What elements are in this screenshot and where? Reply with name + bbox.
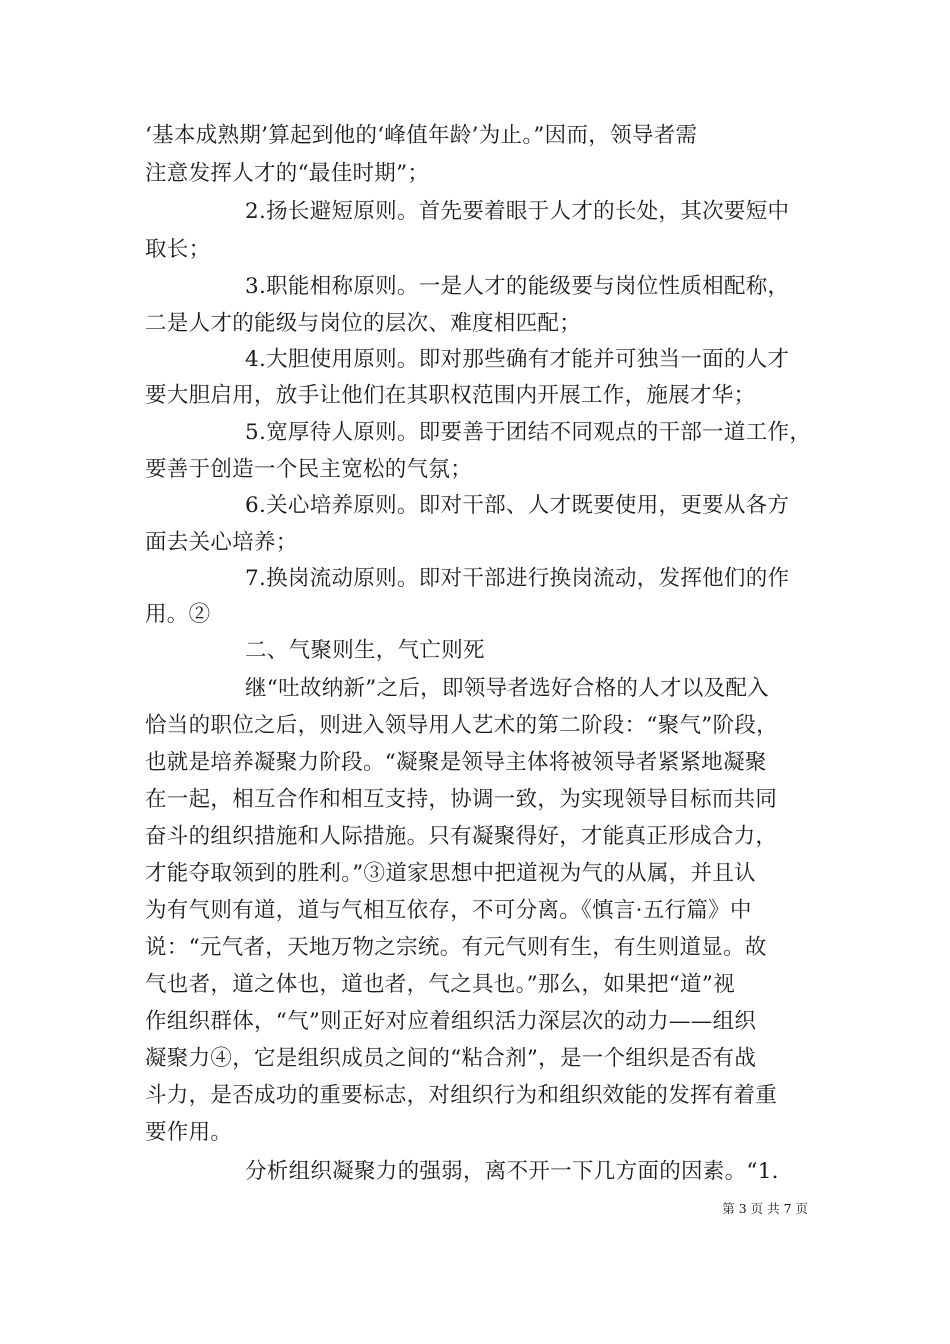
text-line: 7.换岗流动原则。即对干部进行换岗流动，发挥他们的作	[245, 566, 790, 591]
text-line: 为有气则有道，道与气相互依存，不可分离。《慎言·五行篇》中	[145, 898, 752, 923]
text-line: 要作用。	[145, 1120, 233, 1145]
text-line: 也就是培养凝聚力阶段。“凝聚是领导主体将被领导者紧紧地凝聚	[145, 750, 767, 775]
text-line: 3.职能相称原则。一是人才的能级要与岗位性质相配称，	[245, 274, 790, 299]
text-line: 说：“元气者，天地万物之宗统。有元气则有生，有生则道显。故	[145, 935, 767, 960]
text-line: 奋斗的组织措施和人际措施。只有凝聚得好，才能真正形成合力，	[145, 824, 778, 849]
text-line: ‘基本成熟期’算起到他的‘峰值年龄’为止。”因而，领导者需	[145, 123, 698, 148]
text-line: 恰当的职位之后，则进入领导用人艺术的第二阶段：“聚气”阶段，	[145, 713, 778, 738]
text-line: 在一起，相互合作和相互支持，协调一致，为实现领导目标而共同	[145, 787, 778, 812]
text-line: 面去关心培养；	[145, 530, 298, 555]
text-line: 注意发挥人才的“最佳时期”；	[145, 161, 430, 186]
text-line: 4.大胆使用原则。即对那些确有才能并可独当一面的人才	[245, 347, 790, 372]
text-line: 气也者，道之体也，道也者，气之具也。”那么，如果把“道”视	[145, 972, 735, 997]
text-line: 分析组织凝聚力的强弱，离不开一下几方面的因素。“1.	[245, 1159, 779, 1184]
text-line: 二是人才的能级与岗位的层次、难度相匹配；	[145, 311, 582, 336]
text-line: 6.关心培养原则。即对干部、人才既要使用，更要从各方	[245, 493, 790, 518]
text-line: 5.宽厚待人原则。即要善于团结不同观点的干部一道工作，	[245, 420, 812, 445]
page-number: 第 3 页 共 7 页	[722, 1201, 808, 1216]
text-line: 2.扬长避短原则。首先要着眼于人才的长处，其次要短中	[245, 199, 790, 224]
text-line: 才能夺取领到的胜利。”③道家思想中把道视为气的从属，并且认	[145, 861, 756, 886]
text-line: 取长；	[145, 237, 211, 262]
section-heading: 二、气聚则生，气亡则死	[245, 638, 485, 663]
text-line: 继“吐故纳新”之后，即领导者选好合格的人才以及配入	[245, 676, 769, 701]
text-line: 斗力，是否成功的重要标志，对组织行为和组织效能的发挥有着重	[145, 1083, 778, 1108]
text-line: 凝聚力④，它是组织成员之间的“粘合剂”，是一个组织是否有战	[145, 1046, 757, 1071]
text-line: 要大胆启用，放手让他们在其职权范围内开展工作，施展才华；	[145, 383, 756, 408]
text-line: 要善于创造一个民主宽松的气氛；	[145, 457, 473, 482]
text-line: 作组织群体，“气”则正好对应着组织活力深层次的动力——组织	[145, 1009, 757, 1034]
text-line: 用。②	[145, 602, 211, 627]
